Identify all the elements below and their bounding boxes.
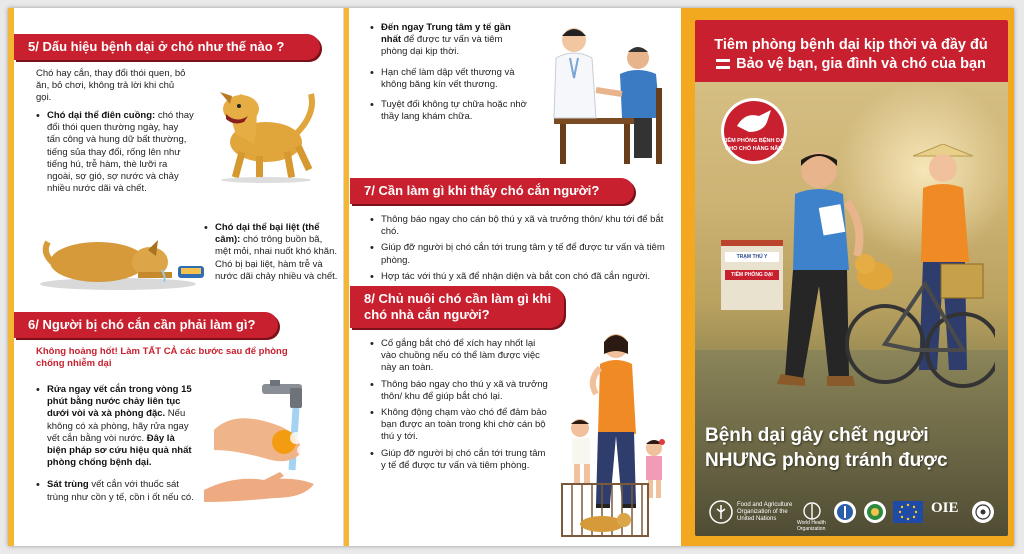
animal-health-logo-icon	[971, 500, 995, 524]
equals-icon	[716, 59, 730, 69]
who-line2: Organization	[797, 526, 826, 532]
bullet-text: chó trông buồn bã, mệt mỏi, nhai nuốt khó khăn. Chó bị bại liệt, hàm trễ và nước dãi chảy nhiều và chết.	[215, 234, 338, 282]
shop-sign-1: TRẠM THÚ Y	[725, 252, 779, 262]
bullet-bold: Đến ngay Trung tâm y tế gần nhất	[381, 22, 511, 46]
cover-title-line1: Tiêm phòng bệnh dại kịp thời và đầy đủ	[714, 37, 988, 53]
cover-slogan	[705, 423, 995, 473]
bullet-no-self-treat: • Tuyệt đối không tự chữa hoặc nhờ thầy lang khám chữa.	[370, 99, 530, 123]
badge-line2: CHO CHÓ HÀNG NĂM	[725, 146, 783, 152]
cover-slogan-line1: Bệnh dại gây chết người	[705, 425, 929, 446]
section-5-bullet-furious	[36, 110, 194, 199]
fold-strip	[344, 8, 349, 546]
section-8-bullets	[370, 338, 550, 476]
bullet-bold: Rửa ngay vết cắn trong vòng 15 phút bằng nước chảy liên tục dưới vòi và xà phòng đặc.	[47, 384, 192, 420]
doctor-patient-illustration	[534, 18, 678, 168]
bullet-help-victim: • Giúp đỡ người bị chó cắn tới trung tâm y tế để được tư vấn và tiêm phòng.	[370, 242, 670, 266]
washing-wound-illustration	[204, 380, 339, 520]
section-6-bullets	[36, 384, 196, 508]
section-5-intro: Chó hay cắn, thay đổi thói quen, bỏ ăn, bỏ chơi, không trả lời khi chủ gọi.	[36, 68, 186, 104]
section-8-heading: 8/ Chủ nuôi chó cần làm gì khi chó nhà cắn người?	[350, 286, 564, 328]
section-7-heading: 7/ Cần làm gì khi thấy chó cắn người?	[350, 178, 634, 204]
paralytic-dog-illustration	[38, 222, 208, 292]
bullet-go-clinic	[370, 22, 530, 59]
cover-slogan-line2: NHƯNG phòng tránh được	[705, 450, 948, 471]
bullet-bold: Chó dại thể điên cuồng:	[47, 110, 156, 121]
who-name	[797, 520, 826, 532]
bullet-dont-touch: • Không động chạm vào chó để đảm bảo bạn được an toàn trong khi chờ cán bộ thú y tới.	[370, 407, 550, 444]
fao-name	[737, 502, 792, 523]
bullet-disinfect	[36, 479, 196, 503]
section-5-heading: 5/ Dấu hiệu bệnh dại ở chó như thế nào ?	[14, 34, 320, 60]
partner-logos	[709, 500, 999, 532]
owner-cage-illustration	[544, 324, 680, 542]
ministry-agriculture-logo-icon	[863, 500, 887, 524]
bullet-text: để được tư vấn và tiêm phòng dại kịp thời.	[381, 34, 503, 58]
cover-title	[701, 36, 1001, 74]
furious-dog-illustration	[196, 64, 326, 184]
badge-line1: TIÊM PHÒNG BỆNH DẠI	[722, 138, 786, 144]
bullet-no-bandage: • Hạn chế làm dập vết thương và không băng kín vết thương.	[370, 67, 530, 91]
bullet-notify-vet: • Thông báo ngay cho cán bộ thú y xã và trưởng thôn/ khu tới để bắt chó.	[370, 214, 670, 238]
bullet-confine-dog: • Cố gắng bắt chó để xích hay nhốt lại vào chuồng nếu có thể làm được việc này an toàn.	[370, 338, 550, 375]
bullet-bold: Chó dại thể bại liệt (thể câm):	[215, 222, 320, 246]
fao-logo-icon	[709, 500, 733, 524]
section-6-continued	[370, 22, 530, 127]
shop-sign-2: TIÊM PHÒNG DẠI	[725, 270, 779, 280]
who-line1: World Health	[797, 520, 826, 526]
fao-line1: Food and Agriculture	[737, 502, 793, 508]
cover-title-line2: Bảo vệ bạn, gia đình và chó của bạn	[736, 56, 986, 72]
bullet-text: vết cắn với thuốc sát trùng như cồn y tế, cồn i ốt nếu có.	[47, 479, 194, 503]
fold-strip	[8, 8, 14, 546]
fao-line3: United Nations	[737, 516, 777, 522]
bullet-notify: • Thông báo ngay cho thú y xã và trưởng thôn/ khu để giúp bắt chó lại.	[370, 379, 550, 403]
bullet-wash	[36, 384, 196, 469]
bullet-bold: Sát trùng	[47, 479, 89, 491]
fao-line2: Organization of the	[737, 509, 788, 515]
eu-flag-icon	[893, 500, 923, 524]
bullet-text: chó thay đổi thói quen thường ngày, hay tấn công và hung dữ bất thường, tiếng sủa thay đổi, rống lên như tiếng hú, trễ hàm, thè lưỡi ra ngoài, sợ gió, sợ nước và chảy nhiều nước dãi và chết.	[47, 110, 194, 195]
panel-middle	[343, 8, 681, 546]
section-6-heading: 6/ Người bị chó cắn cần phải làm gì?	[14, 312, 278, 338]
panel-cover	[681, 8, 1014, 546]
bullet-cooperate: • Hợp tác với thú y xã để nhận diện và bắt con chó đã cắn người.	[370, 271, 670, 283]
bullet-help-victim: • Giúp đỡ người bị chó cắn tới trung tâm y tế để được tư vấn và tiêm phòng.	[370, 448, 550, 472]
section-7-bullets	[370, 214, 670, 287]
section-5-bullet-paralytic	[204, 222, 338, 287]
cover-title-line2-row	[701, 55, 1001, 74]
woman-bicycle-illustration	[845, 144, 995, 414]
section-6-subheading: Không hoảng hốt! Làm TẤT CẢ các bước sau để phòng chống nhiễm dại	[36, 346, 288, 370]
panel-left	[8, 8, 343, 546]
ministry-health-logo-icon	[833, 500, 857, 524]
bullet-text: Nếu không có xà phòng, hãy rửa ngay vết cắn bằng vòi nước.	[47, 408, 189, 444]
brochure-sheet	[8, 8, 1014, 546]
bullet-bold-2: Đây là biện pháp sơ cứu hiệu quả nhất phòng chống bệnh dại.	[47, 432, 192, 469]
oie-logo: OIE	[931, 500, 959, 516]
